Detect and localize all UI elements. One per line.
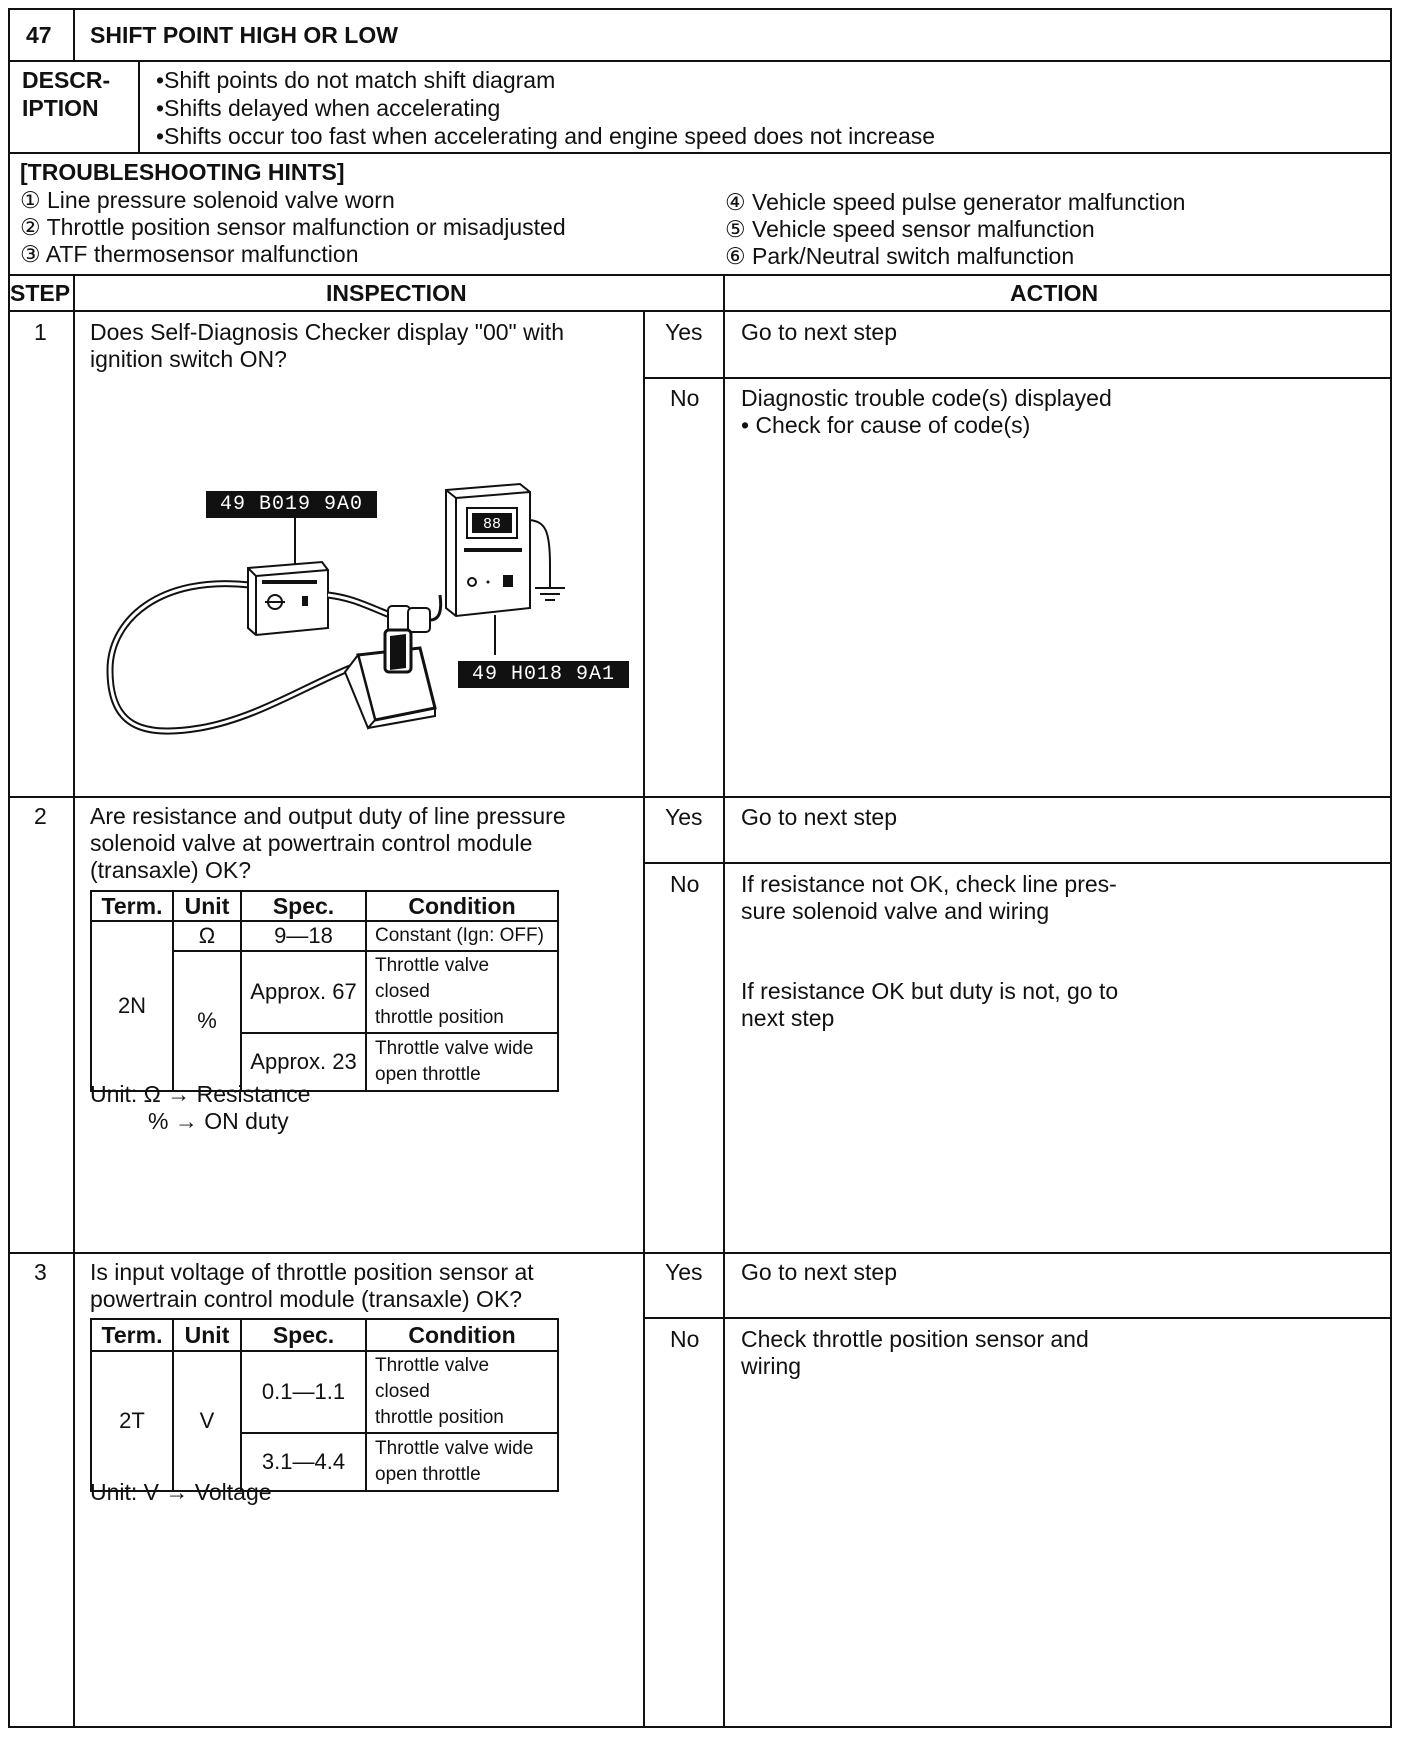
column-header-action: ACTION: [1010, 280, 1099, 306]
spec-cell: Approx. 23: [241, 1033, 366, 1091]
no-label: No: [670, 385, 700, 411]
table-header: Spec.: [241, 1319, 366, 1351]
inspection-question: Are resistance and output duty of line pressure: [90, 803, 566, 829]
hint-item: ③ ATF thermosensor malfunction: [20, 241, 359, 267]
unit-note: % → ON duty: [148, 1108, 289, 1134]
description-item: •Shifts occur too fast when accelerating and engine speed does not increase: [156, 123, 936, 149]
self-diagnosis-checker: [446, 484, 530, 616]
table-header: Spec.: [241, 891, 366, 921]
yes-action: Go to next step: [741, 319, 897, 345]
unit-note: Unit: V → Voltage: [90, 1479, 272, 1505]
step-number: 2: [34, 803, 47, 829]
inspection-question: powertrain control module (transaxle) OK?: [90, 1286, 523, 1312]
no-action: sure solenoid valve and wiring: [741, 898, 1050, 924]
no-action: • Check for cause of code(s): [741, 412, 1031, 438]
checker-display-value: 88: [482, 516, 502, 533]
table-header: Condition: [366, 891, 558, 921]
column-header-inspection: INSPECTION: [326, 280, 467, 306]
yes-label: Yes: [665, 319, 703, 345]
condition-line: Throttle valve closed: [375, 955, 490, 1002]
table-header: Unit: [173, 1319, 241, 1351]
procedure-number: 47: [26, 22, 52, 48]
table-header: Unit: [173, 891, 241, 921]
no-action: wiring: [741, 1353, 802, 1379]
condition-cell: [366, 951, 558, 1033]
hint-item: ④ Vehicle speed pulse generator malfunction: [725, 189, 1186, 215]
terminal-cell: 2N: [91, 921, 173, 1091]
table-header: Condition: [366, 1319, 558, 1351]
inspection-question: solenoid valve at powertrain control module: [90, 830, 533, 856]
diagnosis-connector: [345, 630, 435, 728]
condition-cell: [366, 1033, 558, 1091]
condition-line: Throttle valve closed: [375, 1355, 490, 1402]
table-header: Term.: [91, 1319, 173, 1351]
condition-line: Throttle valve wide: [375, 1038, 534, 1059]
no-action: next step: [741, 1005, 835, 1031]
condition-cell: [366, 1351, 558, 1433]
yes-label: Yes: [665, 804, 703, 830]
yes-action: Go to next step: [741, 804, 897, 830]
condition-cell: [366, 1433, 558, 1491]
condition-line: throttle position: [375, 1407, 504, 1428]
tool-number-label: 49 B019 9A0: [206, 491, 377, 518]
hint-item: ① Line pressure solenoid valve worn: [20, 187, 395, 213]
tool-number-label: 49 H018 9A1: [458, 661, 629, 688]
unit-cell: V: [173, 1351, 241, 1491]
table-header: Term.: [91, 891, 173, 921]
description-item: •Shift points do not match shift diagram: [156, 67, 556, 93]
unit-cell: Ω: [173, 921, 241, 951]
hint-item: ② Throttle position sensor malfunction or misadjusted: [20, 214, 566, 240]
description-item: •Shifts delayed when accelerating: [156, 95, 501, 121]
hints-title: [TROUBLESHOOTING HINTS]: [20, 159, 345, 185]
spec-cell: 3.1—4.4: [241, 1433, 366, 1491]
unit-cell: %: [173, 951, 241, 1091]
yes-action: Go to next step: [741, 1259, 897, 1285]
unit-note: Unit: Ω → Resistance: [90, 1081, 311, 1107]
no-action: Diagnostic trouble code(s) displayed: [741, 385, 1112, 411]
condition-line: Throttle valve wide: [375, 1438, 534, 1459]
no-label: No: [670, 1326, 700, 1352]
terminal-cell: 2T: [91, 1351, 173, 1491]
hint-item: ⑤ Vehicle speed sensor malfunction: [725, 216, 1095, 242]
description-label-line1: DESCR-: [22, 67, 111, 93]
condition-line: open throttle: [375, 1064, 481, 1085]
step-number: 3: [34, 1259, 47, 1285]
condition-line: open throttle: [375, 1464, 481, 1485]
procedure-title: SHIFT POINT HIGH OR LOW: [90, 22, 398, 48]
inspection-question: (transaxle) OK?: [90, 857, 252, 883]
inspection-question: Is input voltage of throttle position sensor at: [90, 1259, 534, 1285]
description-label-line2: IPTION: [22, 95, 99, 121]
spec-cell: Approx. 67: [241, 951, 366, 1033]
no-action: Check throttle position sensor and: [741, 1326, 1089, 1352]
no-action: If resistance OK but duty is not, go to: [741, 978, 1119, 1004]
spec-cell: 0.1—1.1: [241, 1351, 366, 1433]
yes-label: Yes: [665, 1259, 703, 1285]
spec-table: [90, 890, 559, 1092]
step-number: 1: [34, 319, 47, 345]
spec-cell: 9—18: [241, 921, 366, 951]
hint-item: ⑥ Park/Neutral switch malfunction: [725, 243, 1075, 269]
system-selector-box: [248, 562, 328, 635]
cable-connector: [388, 606, 430, 632]
column-header-step: STEP: [10, 280, 71, 306]
no-label: No: [670, 871, 700, 897]
inspection-question: Does Self-Diagnosis Checker display "00" with: [90, 319, 564, 345]
spec-table: [90, 1318, 559, 1492]
condition-line: throttle position: [375, 1007, 504, 1028]
condition-cell: Constant (Ign: OFF): [366, 921, 558, 951]
inspection-question: ignition switch ON?: [90, 346, 287, 372]
no-action: If resistance not OK, check line pres-: [741, 871, 1117, 897]
